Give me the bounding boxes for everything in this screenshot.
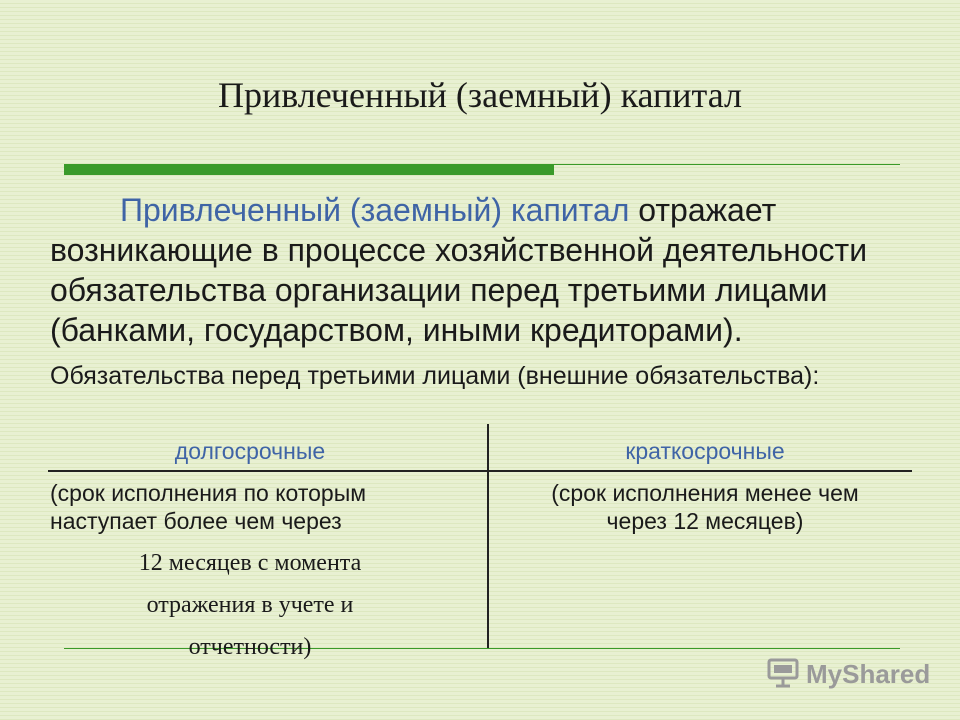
definition-first-rest: отражает (629, 192, 777, 228)
myshared-watermark (766, 656, 936, 692)
long-term-line: (срок исполнения по которым (50, 480, 367, 506)
long-term-line: 12 месяцев с момента (138, 550, 362, 576)
table-header-divider (48, 470, 912, 472)
definition-line: (банками, государством, иными кредиторами). (50, 312, 743, 348)
long-term-line: отчетности) (188, 634, 312, 660)
obligations-subheading: Обязательства перед третьими лицами (внешние обязательства): (50, 362, 820, 390)
definition-line: возникающие в процессе хозяйственной деятельности (50, 232, 868, 268)
long-term-description-continued (50, 542, 450, 668)
presentation-board-icon (766, 655, 800, 694)
title-underline-thick (64, 164, 554, 175)
long-term-header: долгосрочные (174, 438, 326, 464)
definition-first-line (50, 190, 930, 230)
long-term-description (50, 479, 480, 535)
table-vertical-divider (487, 424, 489, 648)
definition-paragraph (50, 190, 930, 350)
slide-title: Привлеченный (заемный) капитал (218, 75, 742, 115)
short-term-description (500, 479, 910, 535)
definition-line: обязательства организации перед третьими лицами (50, 272, 828, 308)
short-term-line: (срок исполнения менее чем (551, 480, 859, 506)
long-term-line: отражения в учете и (146, 592, 354, 618)
definition-highlight: Привлеченный (заемный) капитал (120, 192, 630, 228)
short-term-header: краткосрочные (625, 438, 785, 464)
long-term-line: наступает более чем через (50, 508, 342, 534)
watermark-text: MyShared (806, 658, 931, 689)
short-term-line: через 12 месяцев) (606, 508, 804, 534)
title-underline-thin (554, 164, 900, 165)
